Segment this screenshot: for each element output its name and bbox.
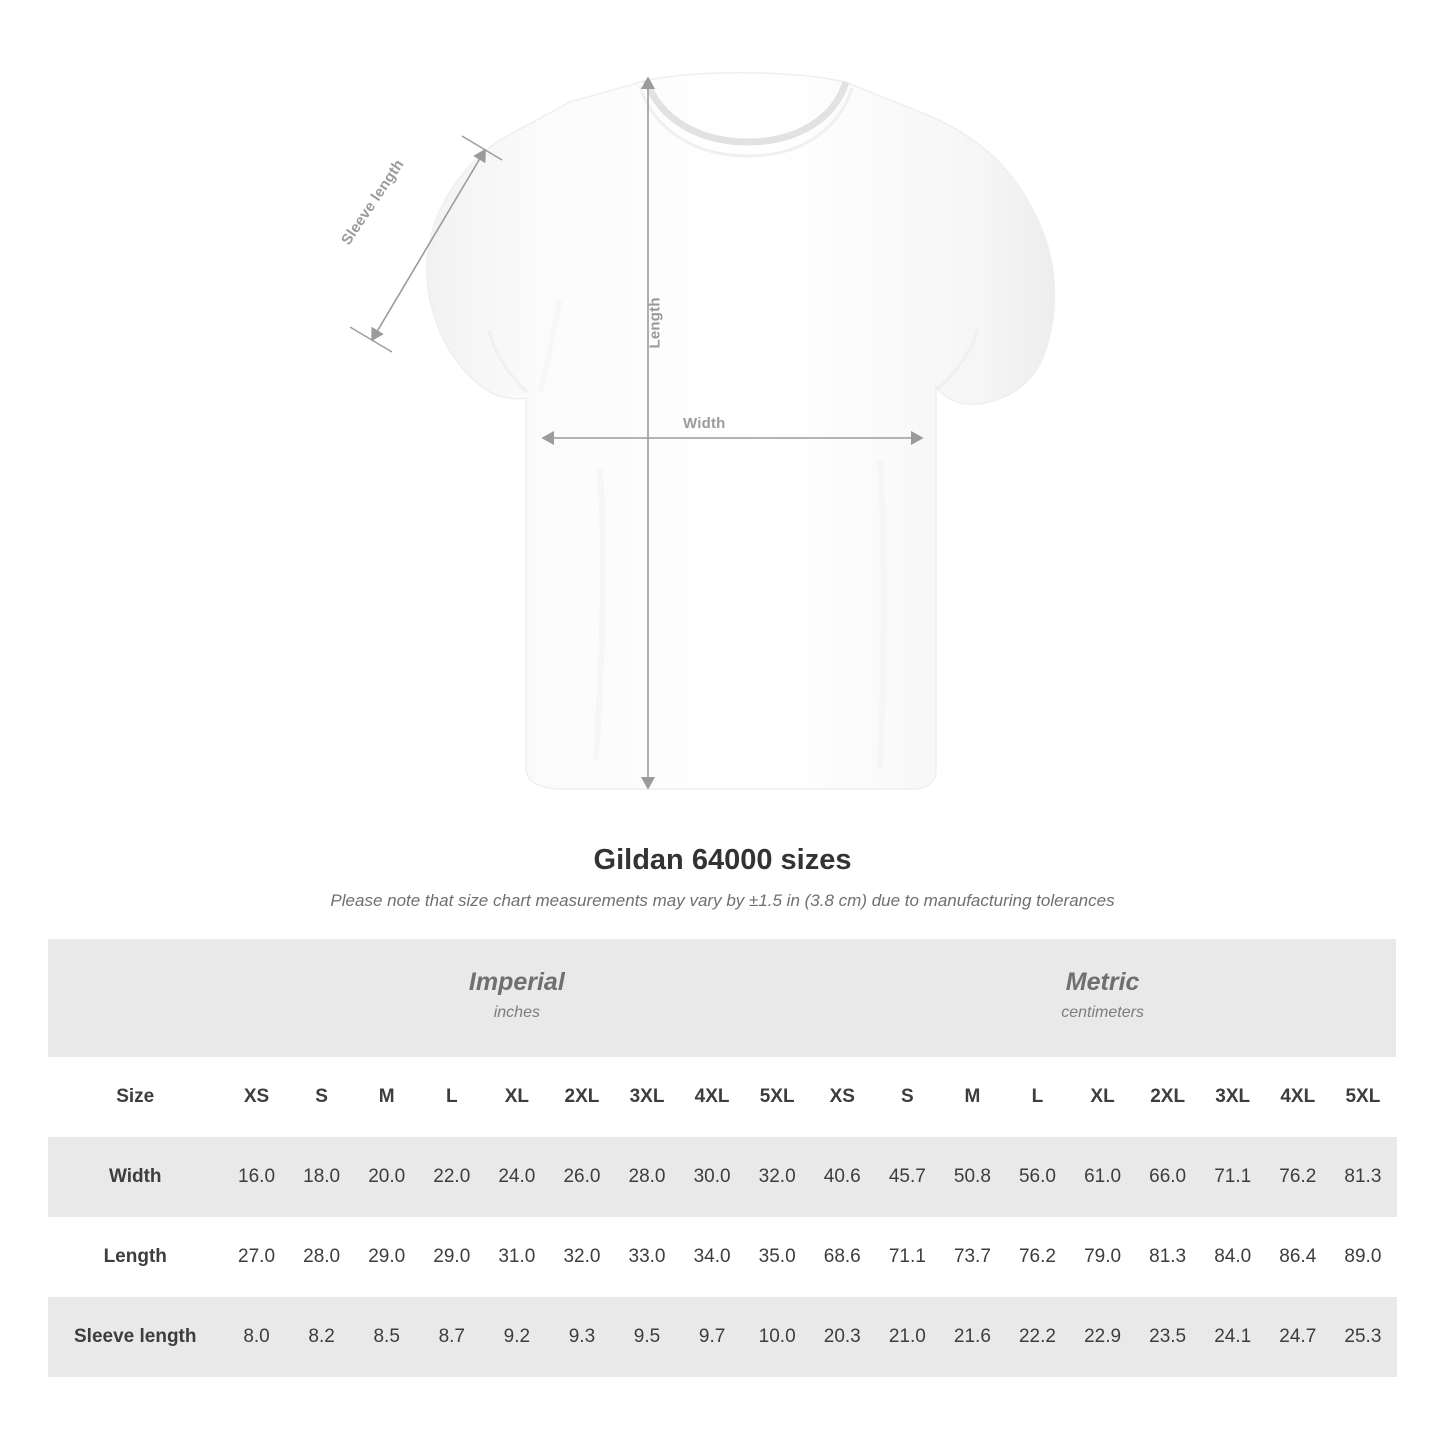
unit-group-metric [810, 939, 1396, 1057]
tshirt-shape [427, 73, 1055, 789]
length-10: 71.1 [875, 1217, 940, 1297]
table-row [48, 1297, 1396, 1377]
size-col-11: M [940, 1057, 1005, 1137]
size-col-6: 3XL [614, 1057, 679, 1137]
sleeve-6: 9.5 [614, 1297, 679, 1377]
sleeve-4: 9.2 [484, 1297, 549, 1377]
size-chart-container [0, 911, 1445, 1377]
sleeve-13: 22.9 [1070, 1297, 1135, 1377]
length-label: Length [646, 297, 664, 349]
sleeve-7: 9.7 [680, 1297, 745, 1377]
width-label: Width [683, 415, 726, 432]
row-label-length: Length [48, 1217, 224, 1297]
size-col-14: 2XL [1135, 1057, 1200, 1137]
length-5: 32.0 [549, 1217, 614, 1297]
page-title: Gildan 64000 sizes [593, 844, 852, 876]
size-col-9: XS [810, 1057, 875, 1137]
length-4: 31.0 [484, 1217, 549, 1297]
width-5: 26.0 [549, 1137, 614, 1217]
unit-group-imperial [224, 939, 810, 1057]
sleeve-9: 20.3 [810, 1297, 875, 1377]
size-col-17: 5XL [1330, 1057, 1395, 1137]
sleeve-15: 24.1 [1200, 1297, 1265, 1377]
size-col-10: S [875, 1057, 940, 1137]
length-17: 89.0 [1330, 1217, 1395, 1297]
width-12: 56.0 [1005, 1137, 1070, 1217]
size-header: Size [48, 1057, 224, 1137]
table-row [48, 1137, 1396, 1217]
unit-group-imperial-name: Imperial [468, 968, 565, 997]
unit-group-spacer [48, 939, 224, 1057]
sleeve-12: 22.2 [1005, 1297, 1070, 1377]
length-2: 29.0 [354, 1217, 419, 1297]
size-col-5: 2XL [549, 1057, 614, 1137]
size-col-1: S [289, 1057, 354, 1137]
sleeve-2: 8.5 [354, 1297, 419, 1377]
size-col-2: M [354, 1057, 419, 1137]
sleeve-8: 10.0 [745, 1297, 810, 1377]
sleeve-length-label: Sleeve length [337, 156, 408, 249]
sleeve-10: 21.0 [875, 1297, 940, 1377]
length-15: 84.0 [1200, 1217, 1265, 1297]
row-label-sleeve-length: Sleeve length [48, 1297, 224, 1377]
size-col-3: L [419, 1057, 484, 1137]
size-col-12: L [1005, 1057, 1070, 1137]
width-16: 76.2 [1265, 1137, 1330, 1217]
sleeve-3: 8.7 [419, 1297, 484, 1377]
table-header-row [48, 1057, 1396, 1137]
length-16: 86.4 [1265, 1217, 1330, 1297]
size-col-13: XL [1070, 1057, 1135, 1137]
length-0: 27.0 [224, 1217, 289, 1297]
size-chart-table [48, 939, 1397, 1377]
length-9: 68.6 [810, 1217, 875, 1297]
sleeve-16: 24.7 [1265, 1297, 1330, 1377]
unit-group-metric-name: Metric [1065, 968, 1140, 997]
width-9: 40.6 [810, 1137, 875, 1217]
width-4: 24.0 [484, 1137, 549, 1217]
width-13: 61.0 [1070, 1137, 1135, 1217]
width-14: 66.0 [1135, 1137, 1200, 1217]
size-col-4: XL [484, 1057, 549, 1137]
length-6: 33.0 [614, 1217, 679, 1297]
row-label-width: Width [48, 1137, 224, 1217]
sleeve-11: 21.6 [940, 1297, 1005, 1377]
size-col-7: 4XL [680, 1057, 745, 1137]
width-8: 32.0 [745, 1137, 810, 1217]
sleeve-17: 25.3 [1330, 1297, 1395, 1377]
length-11: 73.7 [940, 1217, 1005, 1297]
width-7: 30.0 [680, 1137, 745, 1217]
length-14: 81.3 [1135, 1217, 1200, 1297]
width-1: 18.0 [289, 1137, 354, 1217]
width-6: 28.0 [614, 1137, 679, 1217]
sleeve-1: 8.2 [289, 1297, 354, 1377]
size-col-16: 4XL [1265, 1057, 1330, 1137]
tolerance-note: Please note that size chart measurements may vary by ±1.5 in (3.8 cm) due to manufacturing tolerances [330, 891, 1115, 910]
width-2: 20.0 [354, 1137, 419, 1217]
width-3: 22.0 [419, 1137, 484, 1217]
size-col-15: 3XL [1200, 1057, 1265, 1137]
length-12: 76.2 [1005, 1217, 1070, 1297]
width-10: 45.7 [875, 1137, 940, 1217]
length-7: 34.0 [680, 1217, 745, 1297]
width-17: 81.3 [1330, 1137, 1395, 1217]
unit-group-metric-sub: centimeters [1061, 1004, 1144, 1022]
length-8: 35.0 [745, 1217, 810, 1297]
table-row [48, 1217, 1396, 1297]
length-3: 29.0 [419, 1217, 484, 1297]
width-11: 50.8 [940, 1137, 1005, 1217]
unit-group-row [48, 939, 1396, 1057]
width-15: 71.1 [1200, 1137, 1265, 1217]
sleeve-0: 8.0 [224, 1297, 289, 1377]
size-col-8: 5XL [745, 1057, 810, 1137]
size-col-0: XS [224, 1057, 289, 1137]
sleeve-5: 9.3 [549, 1297, 614, 1377]
width-0: 16.0 [224, 1137, 289, 1217]
unit-group-imperial-sub: inches [493, 1004, 540, 1022]
sleeve-14: 23.5 [1135, 1297, 1200, 1377]
length-1: 28.0 [289, 1217, 354, 1297]
length-13: 79.0 [1070, 1217, 1135, 1297]
